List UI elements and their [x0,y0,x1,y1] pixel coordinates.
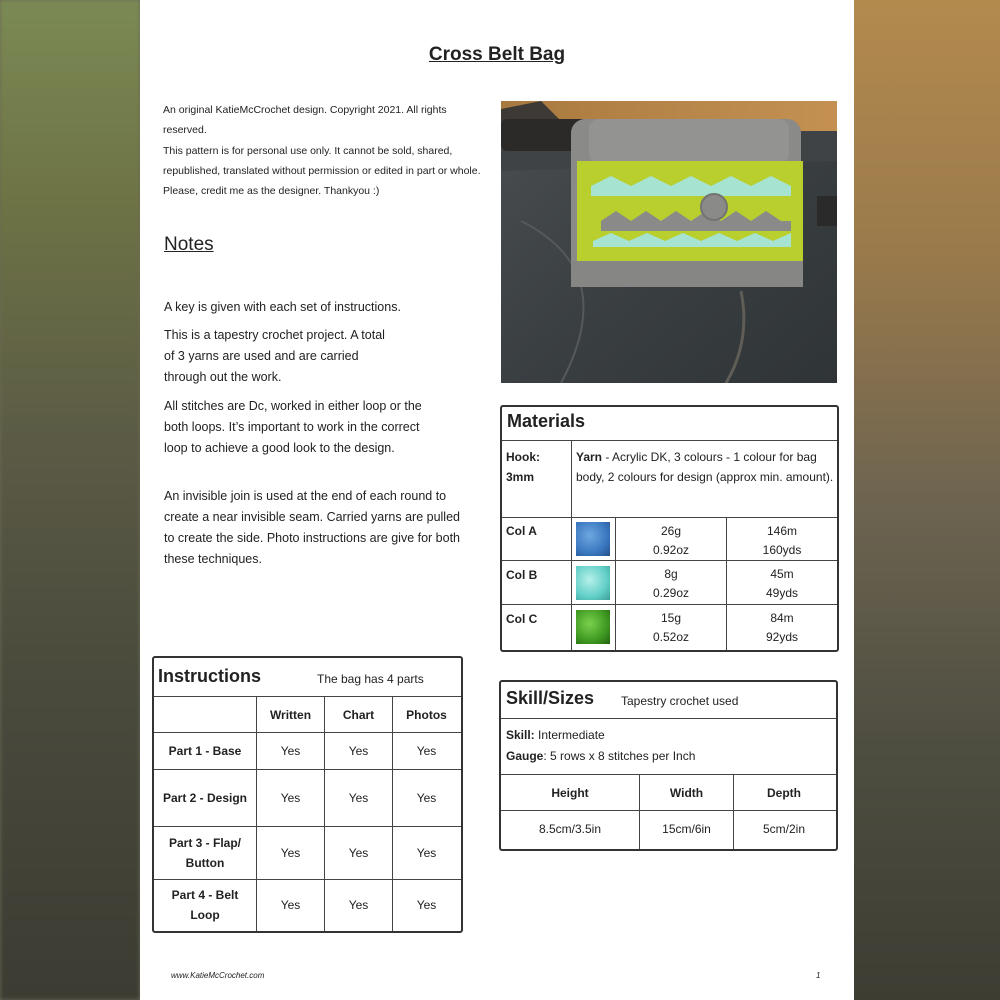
skill-line [506,725,605,746]
skill-subtitle: Tapestry crochet used [621,694,739,708]
gauge-line [506,746,695,767]
gauge-value: : 5 rows x 8 stitches per Inch [543,749,696,763]
hook-value: 3mm [506,470,535,484]
part-1-photos: Yes [416,744,437,758]
skill-title: Skill/Sizes [506,688,595,708]
skill-value: Intermediate [534,728,605,742]
col-b-name: Col B [506,568,538,582]
instructions-subtitle: The bag has 4 parts [317,672,424,686]
part-4-label: Part 4 - Belt Loop [171,888,239,922]
col-a-weight-oz: 0.92oz [652,543,690,557]
col-c-length-yds: 92yds [765,630,799,644]
col-a-name: Col A [506,524,537,538]
part-3-label: Part 3 - Flap/ Button [168,836,242,870]
col-b-weight-g: 8g [664,567,678,581]
size-header-depth: Depth [767,785,801,800]
usage-text: This pattern is for personal use only. It cannot be sold, shared, republished, translated without permission or edited in part or whole. Please, credit me as the designer. Thankyou :) [163,145,481,197]
part-4-written: Yes [280,898,301,912]
part-4-chart: Yes [348,898,369,912]
instructions-table [152,656,463,933]
col-header-photos: Photos [406,707,447,722]
yarn-label: Yarn [576,450,603,464]
pattern-page [140,0,854,1000]
part-1-label: Part 1 - Base [168,744,242,758]
notes-paragraph-3: All stitches are Dc, worked in either loop or the both loops. It’s important to work in the correct loop to achieve a good look to the design. [164,399,422,455]
part-2-label: Part 2 - Design [162,791,248,805]
col-c-swatch [576,610,610,644]
size-header-height: Height [551,785,589,800]
col-a-weight-g: 26g [660,524,682,538]
part-3-chart: Yes [348,846,369,860]
bag-photo [501,101,837,383]
notes-paragraph-2: This is a tapestry crochet project. A total of 3 yarns are used and are carried through out the work. [164,328,385,384]
col-header-chart: Chart [342,707,375,722]
notes-paragraph-4: An invisible join is used at the end of each round to create a near invisible seam. Carried yarns are pulled to create the side. Photo instructions are give for both these techniques. [164,489,461,566]
part-2-photos: Yes [416,791,437,805]
col-c-name: Col C [506,612,538,626]
background-left [0,0,140,1000]
hook-label: Hook: [506,450,540,464]
size-header-width: Width [669,785,704,800]
notes-paragraph-1: A key is given with each set of instructions. [164,300,401,314]
part-2-written: Yes [280,791,301,805]
col-header-written: Written [269,707,312,722]
part-1-written: Yes [280,744,301,758]
footer-url: www.KatieMcCrochet.com [171,971,265,980]
skill-label: Skill: [506,728,535,742]
materials-title: Materials [507,411,586,431]
part-4-photos: Yes [416,898,437,912]
size-height-value: 8.5cm/3.5in [538,822,602,836]
part-1-chart: Yes [348,744,369,758]
col-b-weight-oz: 0.29oz [652,586,690,600]
part-3-photos: Yes [416,846,437,860]
part-3-written: Yes [280,846,301,860]
col-b-length-m: 45m [770,567,794,581]
yarn-description [576,447,834,487]
size-depth-value: 5cm/2in [762,822,806,836]
col-a-swatch [576,522,610,556]
col-a-length-yds: 160yds [762,543,802,557]
skill-sizes-table [499,680,838,851]
part-2-chart: Yes [348,791,369,805]
page-title: Cross Belt Bag [428,44,566,65]
col-a-length-m: 146m [766,524,798,538]
materials-table [500,405,839,652]
col-c-weight-g: 15g [660,611,682,625]
instructions-title: Instructions [158,666,262,686]
col-b-length-yds: 49yds [765,586,799,600]
col-b-swatch [576,566,610,600]
background-right [854,0,1000,1000]
yarn-text: - Acrylic DK, 3 colours - 1 colour for bag body, 2 colours for design (approx min. amount). [576,450,834,484]
notes-heading: Notes [164,234,214,255]
gauge-label: Gauge [506,749,544,763]
copyright-text: An original KatieMcCrochet design. Copyright 2021. All rights reserved. [163,104,447,136]
col-c-length-m: 84m [770,611,794,625]
size-width-value: 15cm/6in [662,822,711,836]
col-c-weight-oz: 0.52oz [652,630,690,644]
page-number: 1 [816,971,821,980]
